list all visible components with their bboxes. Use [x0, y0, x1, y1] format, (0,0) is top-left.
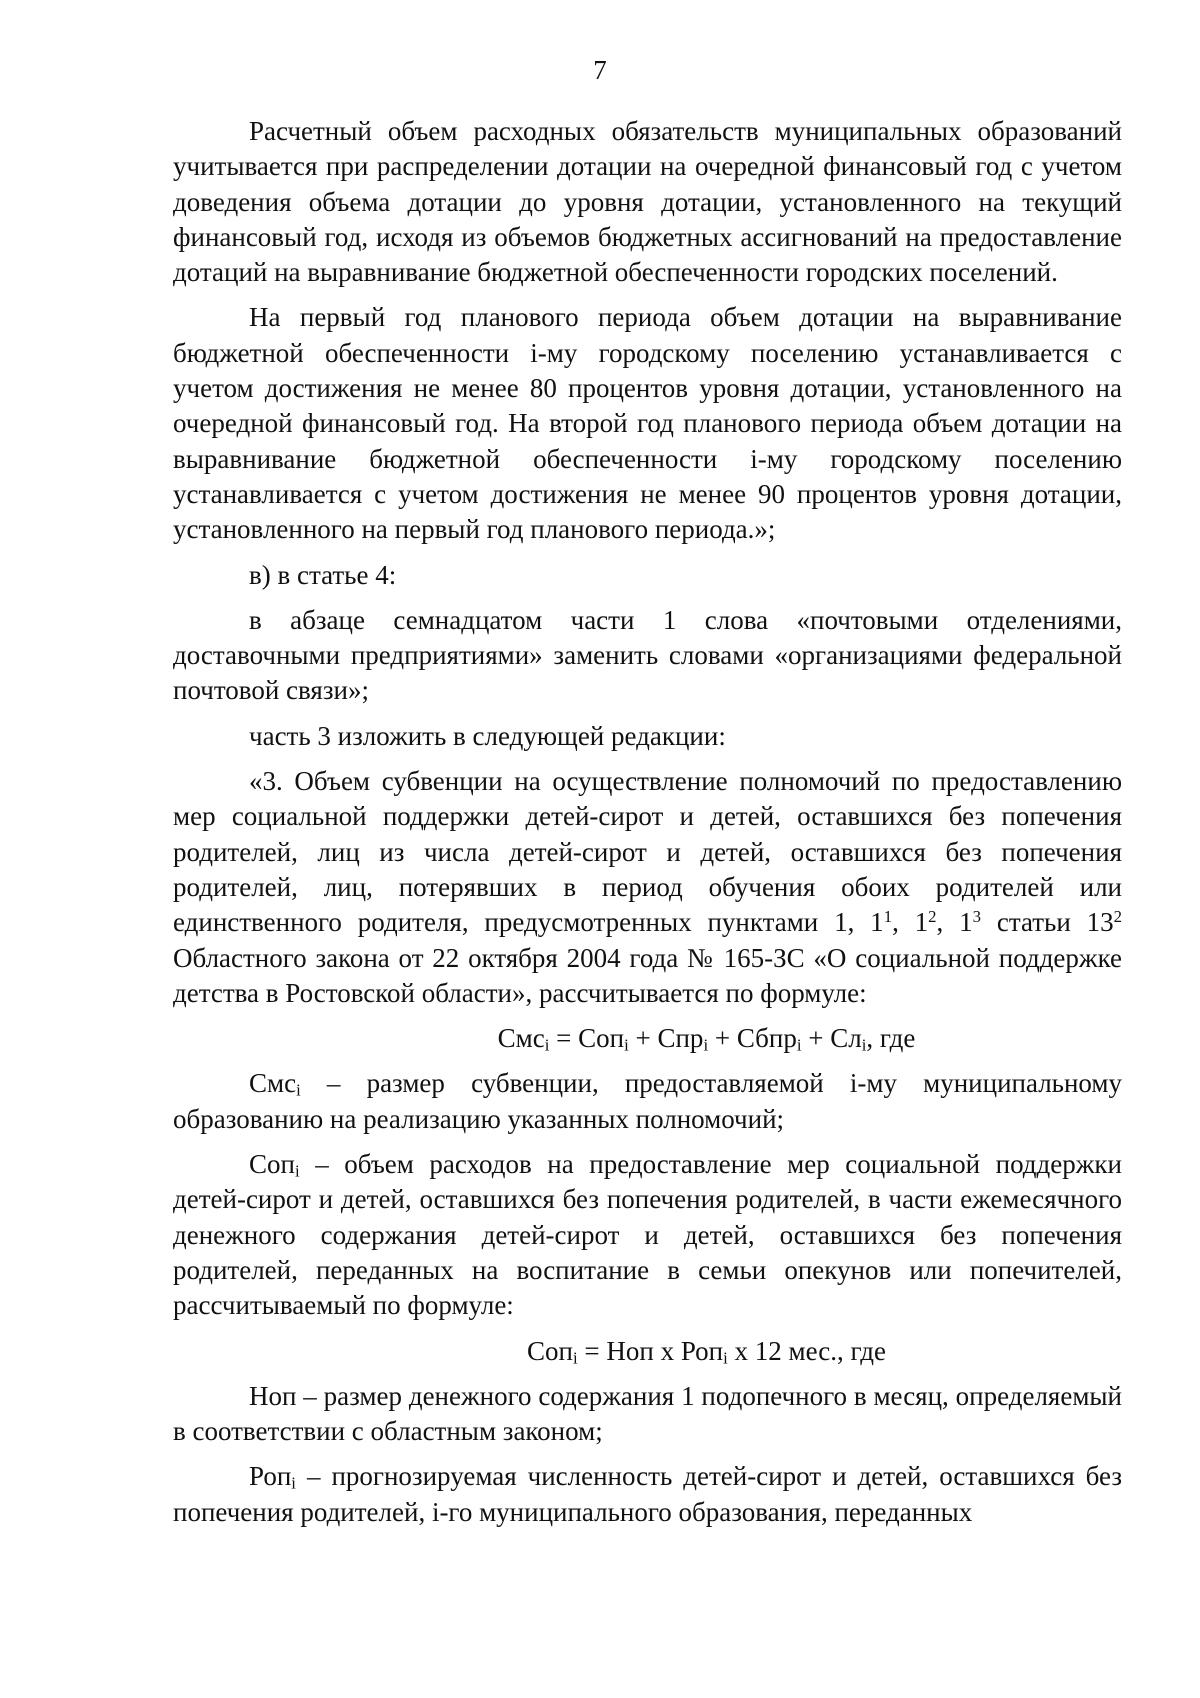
definition-text: – объем расходов на предоставление мер социальной поддержки детей-сирот и детей, оставшихся без попечения родителей, в части ежемесячного денежного содержания детей-сирот и детей, оставшихся без попечения родителей, переданных на воспитание в семьи опекунов или попечителей, рассчитываемый по формуле:	[173, 1149, 1122, 1321]
variable-name: Соп	[249, 1149, 295, 1180]
text-segment: статьи 13	[981, 907, 1114, 938]
subscript: i	[291, 1474, 296, 1494]
subscript: i	[624, 1035, 629, 1055]
formula-term: Соп	[527, 1335, 573, 1366]
formula-sop	[173, 1334, 1122, 1369]
variable-name: Роп	[249, 1461, 292, 1492]
page-number: 7	[593, 55, 607, 85]
paragraph-nop-definition: Ноп – размер денежного содержания 1 подопечного в месяц, определяемый в соответствии с областным законом;	[173, 1380, 1122, 1447]
subscript: i	[796, 1035, 802, 1055]
paragraph-sop-definition	[173, 1147, 1122, 1323]
superscript: 2	[1113, 907, 1123, 927]
formula-term: = Соп	[549, 1023, 625, 1054]
subscript: i	[296, 1081, 301, 1101]
paragraph-subvention-volume	[173, 764, 1122, 1011]
subscript: i	[544, 1035, 550, 1055]
paragraph-article-4: в) в статье 4:	[249, 559, 397, 590]
subscript: i	[703, 1035, 709, 1055]
formula-term: + Сбпр	[708, 1023, 797, 1054]
paragraph-part-3-intro: часть 3 изложить в следующей редакции:	[249, 720, 726, 751]
text-segment: Областного закона от 22 октября 2004 года № 165-ЗС «О социальной поддержке детства в Ростовской области», рассчитывается по формуле:	[173, 942, 1122, 1008]
variable-name: Смс	[249, 1068, 297, 1099]
paragraph-estimated-obligations: Расчетный объем расходных обязательств муниципальных образований учитывается при распределении дотации на очередной финансовый год с учетом доведения объема дотации до уровня дотации, установленного на текущий финансовый год, исходя из объемов бюджетных ассигнований на предоставление дотаций на выравнивание бюджетной обеспеченности городских поселений.	[173, 116, 1122, 288]
subscript: i	[861, 1035, 867, 1055]
superscript: 2	[928, 907, 937, 927]
text-segment: , 1	[936, 907, 973, 938]
subscript: i	[723, 1348, 728, 1368]
text-segment: , 1	[892, 907, 929, 938]
paragraph-planning-period: На первый год планового периода объем дотации на выравнивание бюджетной обеспеченности i-му городскому поселению устанавливается с учетом достижения не менее 80 процентов уровня дотации, установленного на очередной финансовый год. На второй год планового периода объем дотации на выравнивание бюджетной обеспеченности i-му городскому поселению устанавливается с учетом достижения не менее 90 процентов уровня дотации, установленного на первый год планового периода.»;	[173, 302, 1122, 545]
superscript: 1	[883, 907, 893, 927]
formula-subvention	[173, 1021, 1122, 1056]
formula-term: , где	[866, 1023, 916, 1054]
text-segment: «3. Объем субвенции на осуществление полномочий по предоставлению мер социальной поддержки детей-сирот и детей, оставшихся без попечения родителей, лиц из числа детей-сирот и детей, оставшихся без попечения родителей, лиц, потерявших в период обучения обоих родителей или единственного родителя, предусмотренных пунктами 1, 1	[173, 766, 1122, 938]
paragraph-part-1-amendment: в абзаце семнадцатом части 1 слова «почтовыми отделениями, доставочными предприятиями» заменить словами «организациями федеральной почтовой связи»;	[173, 604, 1122, 706]
formula-term: = Ноп х Роп	[577, 1335, 724, 1366]
formula-term: Смс	[497, 1023, 545, 1054]
definition-text: – прогнозируемая численность детей-сирот и детей, оставшихся без попечения родителей, i-го муниципального образования, переданных	[173, 1461, 1122, 1527]
formula-term: + Спр	[628, 1023, 704, 1054]
definition-text: – размер субвенции, предоставляемой i-му муниципальному образованию на реализацию указанных полномочий;	[173, 1068, 1122, 1134]
paragraph-rop-definition	[173, 1459, 1122, 1530]
formula-term: х 12 мес., где	[727, 1335, 886, 1366]
subscript: i	[573, 1348, 578, 1368]
superscript: 3	[972, 907, 981, 927]
document-body	[173, 114, 1122, 1540]
formula-term: + Сл	[801, 1023, 862, 1054]
subscript: i	[294, 1161, 300, 1181]
paragraph-smc-definition	[173, 1066, 1122, 1137]
